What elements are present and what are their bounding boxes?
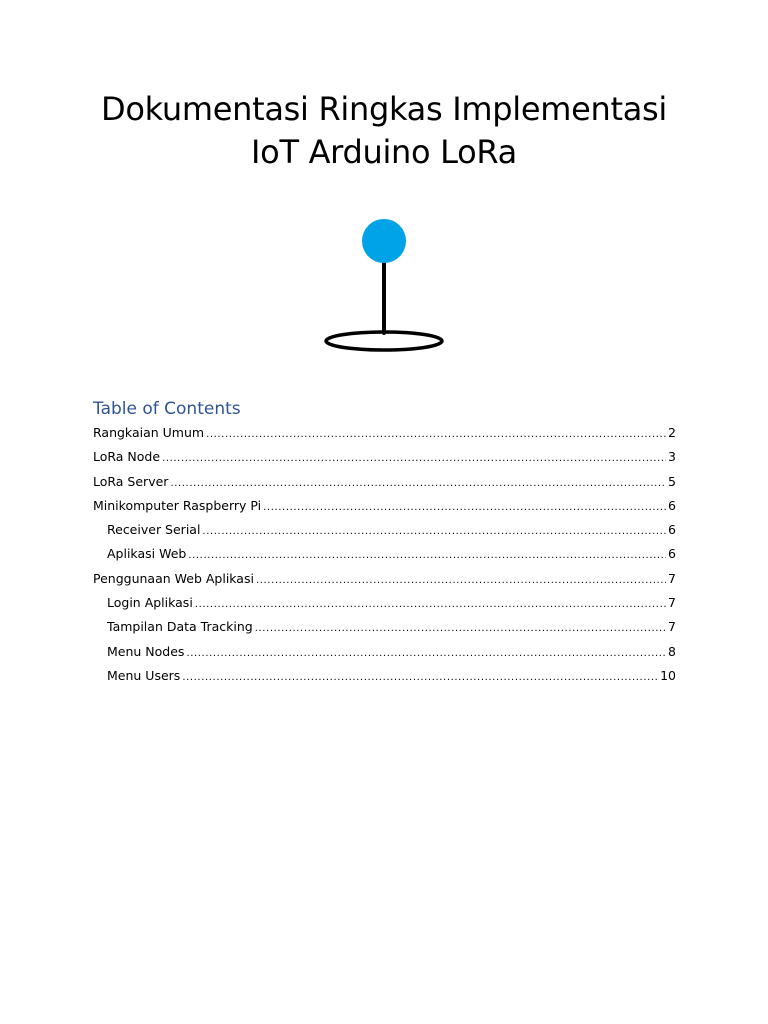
toc-dot-leader: [202, 526, 666, 537]
toc-heading: Table of Contents: [93, 399, 241, 419]
toc-entry[interactable]: [93, 595, 676, 619]
toc-entry-page-number: 7: [668, 570, 676, 586]
toc-entry-title: Penggunaan Web Aplikasi: [93, 570, 254, 586]
toc-dot-leader: [182, 672, 658, 683]
toc-dot-leader: [188, 550, 666, 561]
toc-entry[interactable]: [93, 474, 676, 498]
toc-entry-title: Rangkaian Umum: [93, 425, 205, 440]
toc-entry-page-number: 6: [668, 497, 676, 513]
toc-entry[interactable]: [93, 619, 676, 643]
toc-dot-leader: [263, 502, 666, 513]
toc-entry-title: Minikomputer Raspberry Pi: [93, 497, 262, 513]
toc-dot-leader: [256, 575, 666, 586]
toc-entry[interactable]: [93, 522, 676, 546]
toc-entry-page-number: 10: [660, 667, 676, 683]
document-title-line-1: Dokumentasi Ringkas Implementasi: [101, 90, 667, 128]
map-pin-icon: [320, 216, 448, 356]
toc-entry-title: Receiver Serial: [107, 522, 201, 538]
toc-dot-leader: [170, 478, 666, 489]
toc-entry-page-number: 6: [668, 546, 676, 562]
toc-entry-title: Aplikasi Web: [107, 546, 187, 562]
toc-dot-leader: [206, 429, 666, 440]
toc-entry-page-number: 8: [668, 643, 676, 659]
toc-entry-page-number: 7: [668, 619, 676, 635]
toc-entry[interactable]: [93, 449, 676, 473]
toc-entry-title: Menu Users: [107, 667, 181, 683]
toc-entry-title: LoRa Server: [93, 473, 169, 489]
toc-entry[interactable]: [93, 668, 676, 692]
toc-dot-leader: [186, 648, 666, 659]
toc-entry-title: Menu Nodes: [107, 643, 185, 659]
document-title-line-2: IoT Arduino LoRa: [251, 133, 517, 171]
pin-head: [362, 219, 406, 263]
toc-entry[interactable]: [93, 571, 676, 595]
toc-dot-leader: [162, 453, 666, 464]
toc-entry-page-number: 5: [668, 473, 676, 489]
toc-entry-title: Tampilan Data Tracking: [107, 619, 253, 635]
toc-entry-page-number: 6: [668, 522, 676, 538]
toc-list: [93, 425, 676, 692]
toc-entry-page-number: 2: [668, 425, 676, 440]
toc-dot-leader: [195, 599, 666, 610]
toc-entry-title: LoRa Node: [93, 449, 161, 465]
toc-entry-page-number: 7: [668, 595, 676, 611]
table-of-contents: [93, 398, 676, 692]
toc-entry[interactable]: [93, 644, 676, 668]
toc-entry[interactable]: [93, 498, 676, 522]
toc-entry[interactable]: [93, 546, 676, 570]
toc-entry-page-number: 3: [668, 449, 676, 465]
toc-entry-title: Login Aplikasi: [107, 595, 193, 611]
document-title: [60, 88, 708, 174]
toc-entry[interactable]: [93, 425, 676, 449]
toc-dot-leader: [255, 623, 666, 634]
